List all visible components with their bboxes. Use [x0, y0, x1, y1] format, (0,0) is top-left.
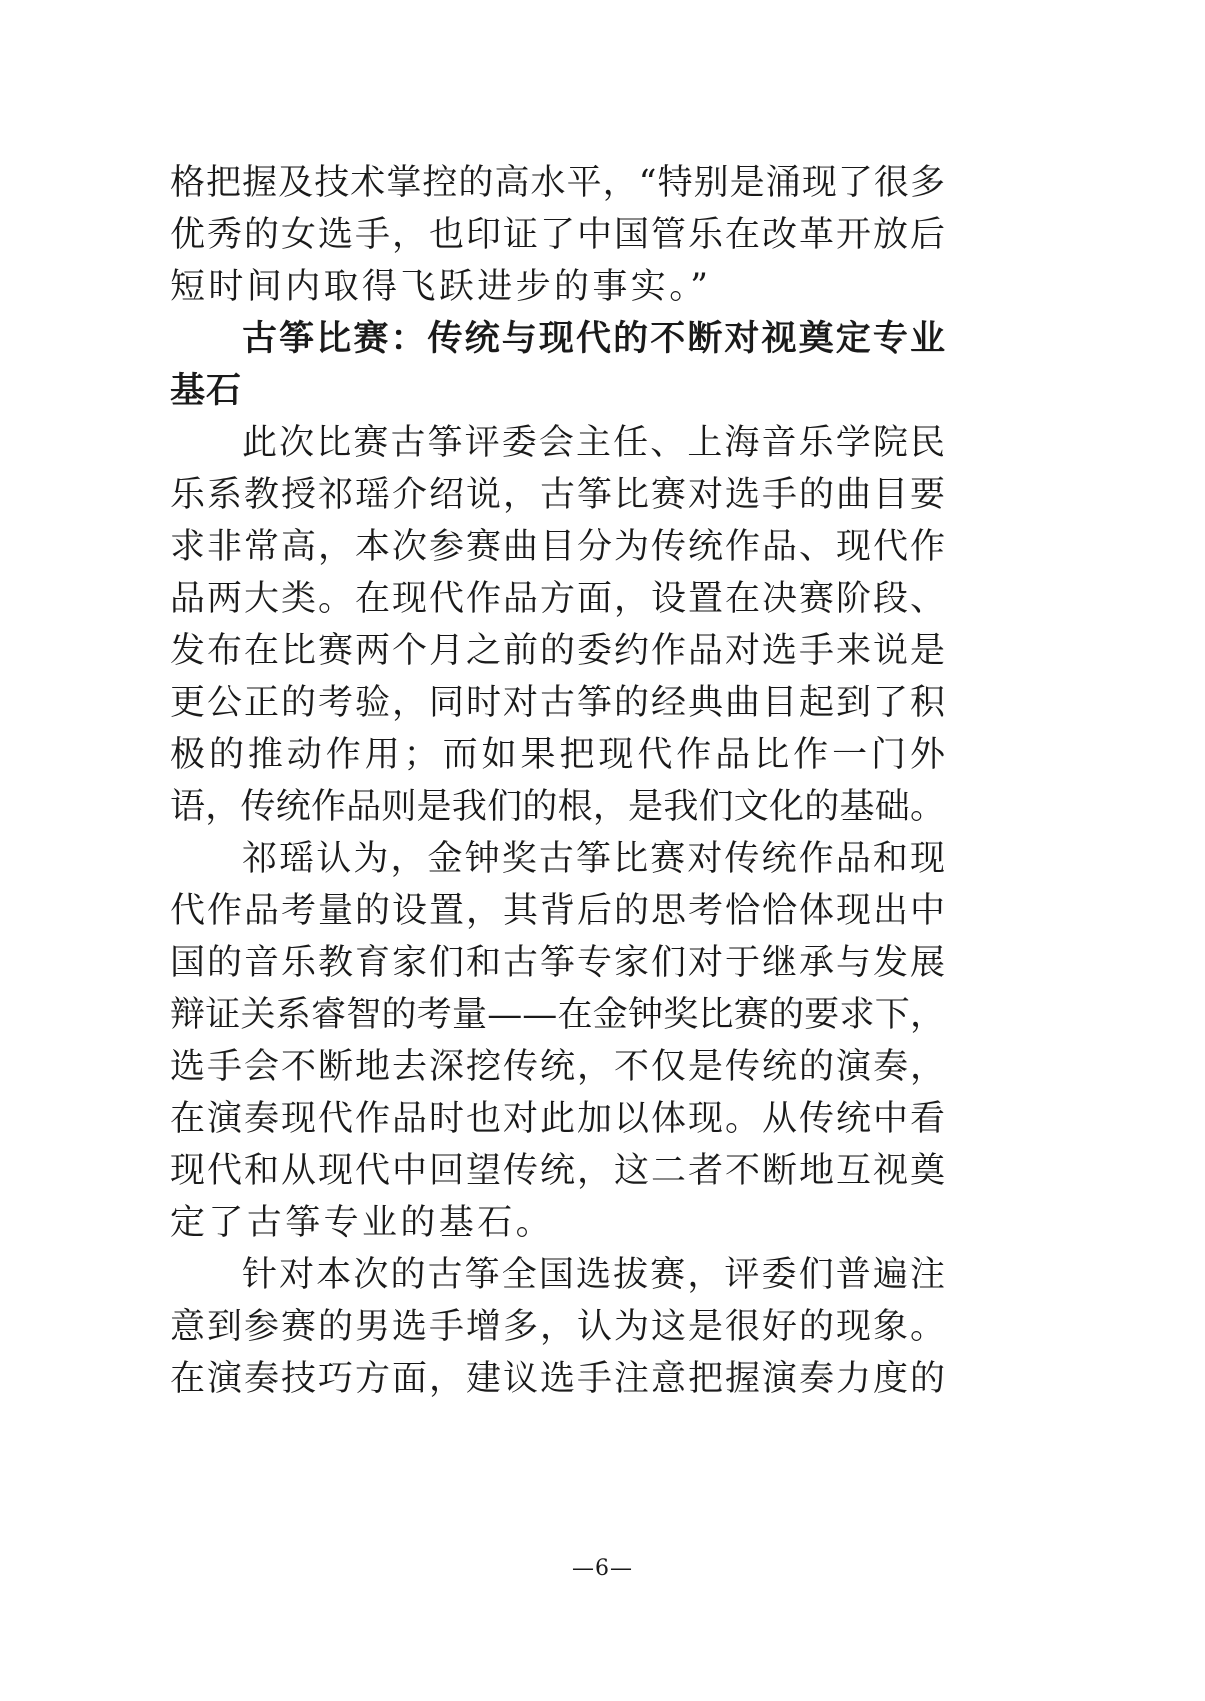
text-line: 语，传统作品则是我们的根，是我们文化的基础。 [170, 787, 945, 827]
text-line: 在演奏现代作品时也对此加以体现。从传统中看 [170, 1099, 945, 1139]
paragraph-start: 此次比赛古筝评委会主任、上海音乐学院民 [242, 423, 945, 463]
text-line: 定了古筝专业的基石。 [170, 1203, 555, 1243]
page-number: —6— [572, 1556, 633, 1581]
paragraph-start: 针对本次的古筝全国选拔赛，评委们普遍注 [242, 1255, 945, 1295]
text-line: 现代和从现代中回望传统，这二者不断地互视奠 [170, 1151, 945, 1191]
text-line: 在演奏技巧方面，建议选手注意把握演奏力度的 [170, 1359, 945, 1399]
text-line: 意到参赛的男选手增多，认为这是很好的现象。 [170, 1307, 945, 1347]
text-line: 更公正的考验，同时对古筝的经典曲目起到了积 [170, 683, 945, 723]
document-page [170, 157, 945, 1405]
text-line: 品两大类。在现代作品方面，设置在决赛阶段、 [170, 579, 945, 619]
text-line: 短时间内取得飞跃进步的事实。” [170, 267, 712, 307]
text-line: 求非常高，本次参赛曲目分为传统作品、现代作 [170, 527, 945, 567]
text-line: 辩证关系睿智的考量——在金钟奖比赛的要求下， [170, 995, 945, 1035]
text-line: 发布在比赛两个月之前的委约作品对选手来说是 [170, 631, 945, 671]
paragraph-start: 祁瑶认为，金钟奖古筝比赛对传统作品和现 [242, 839, 945, 879]
text-line: 国的音乐教育家们和古筝专家们对于继承与发展 [170, 943, 945, 983]
text-line: 代作品考量的设置，其背后的思考恰恰体现出中 [170, 891, 945, 931]
text-line: 格把握及技术掌控的高水平，“特别是涌现了很多 [170, 163, 945, 203]
text-line: 极的推动作用；而如果把现代作品比作一门外 [170, 735, 945, 775]
text-line: 选手会不断地去深挖传统，不仅是传统的演奏， [170, 1047, 945, 1087]
section-heading: 古筝比赛：传统与现代的不断对视奠定专业 [242, 319, 945, 359]
text-line: 乐系教授祁瑶介绍说，古筝比赛对选手的曲目要 [170, 475, 945, 515]
section-heading: 基石 [170, 371, 243, 411]
text-line: 优秀的女选手，也印证了中国管乐在改革开放后 [170, 215, 945, 255]
